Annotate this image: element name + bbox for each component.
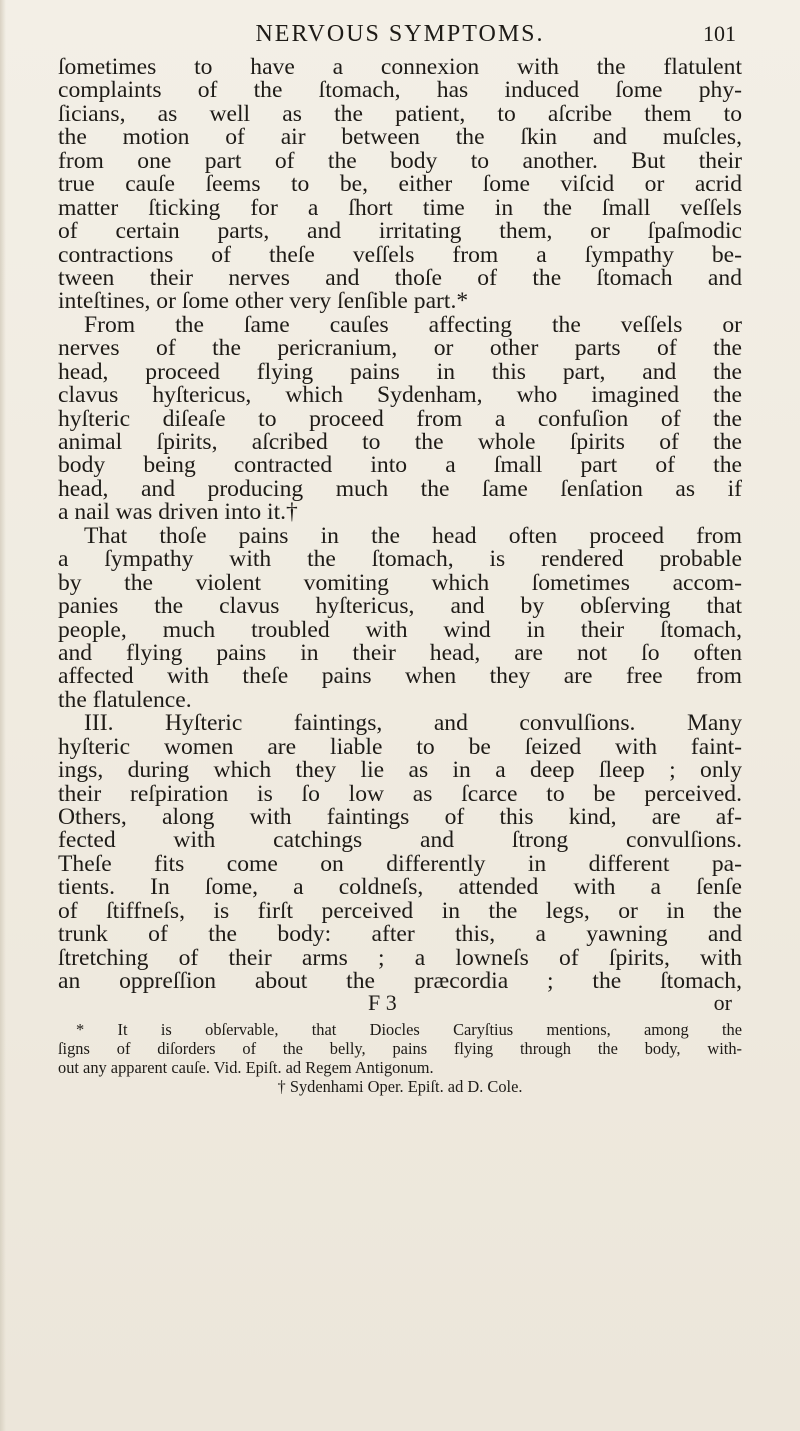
text-line: ings, during which they lie as in a deep ſleep ; only	[58, 757, 742, 784]
footnote-line: * It is obſervable, that Diocles Caryſtius mentions, among the	[76, 1019, 742, 1039]
text-line: head, and producing much the ſame ſenſation as if	[58, 475, 742, 502]
text-line: people, much troubled with wind in their ſtomach,	[58, 616, 742, 643]
page-gutter-shadow	[0, 0, 6, 1431]
text-line: an oppreſſion about the præcordia ; the ſtomach,	[58, 968, 742, 995]
text-line: inteſtines, or ſome other very ſenſible part.*	[58, 288, 469, 315]
text-line: That thoſe pains in the head often proceed from	[84, 522, 742, 549]
text-line: tween their nerves and thoſe of the ſtomach and	[58, 264, 742, 291]
text-line: of certain parts, and irritating them, or ſpaſmodic	[58, 218, 742, 245]
text-line: Theſe fits come on differently in different pa-	[58, 850, 742, 877]
page-number: 101	[703, 21, 736, 46]
text-line: matter ſticking for a ſhort time in the ſmall veſſels	[58, 194, 742, 221]
text-line: From the ſame cauſes affecting the veſſels or	[84, 311, 742, 338]
text-line: contractions of theſe veſſels from a ſympathy be-	[58, 241, 742, 268]
footnote-line: † Sydenhami Oper. Epiſt. ad D. Cole.	[277, 1076, 523, 1096]
text-line: hyſteric women are liable to be ſeized with faint-	[58, 733, 742, 760]
text-line: III. Hyſteric faintings, and convulſions. Many	[84, 710, 742, 737]
text-line: trunk of the body: after this, a yawning and	[58, 921, 742, 948]
text-line: hyſteric diſeaſe to proceed from a confuſion of the	[58, 405, 742, 432]
running-head: NERVOUS SYMPTOMS.	[255, 21, 545, 47]
text-line: ſtretching of their arms ; a lowneſs of ſpirits, with	[58, 944, 742, 971]
text-line: clavus hyſtericus, which Sydenham, who imagined the	[58, 382, 742, 409]
footnote-line: ſigns of diſorders of the belly, pains flying through the body, with-	[58, 1038, 742, 1058]
text-line: a nail was driven into it.†	[58, 499, 298, 526]
text-line: a ſympathy with the ſtomach, is rendered probable	[58, 546, 742, 573]
text-line: of ſtiffneſs, is firſt perceived in the legs, or in the	[58, 897, 742, 924]
text-line: animal ſpirits, aſcribed to the whole ſpirits of the	[58, 429, 742, 455]
text-line: fected with catchings and ſtrong convulſions.	[58, 827, 742, 854]
text-line: head, proceed flying pains in this part, and the	[58, 358, 742, 385]
text-line: from one part of the body to another. But their	[58, 147, 742, 174]
text-line: the motion of air between the ſkin and muſcles,	[58, 124, 742, 151]
text-line: by the violent vomiting which ſometimes accom-	[58, 569, 742, 596]
text-line: ſicians, as well as the patient, to aſcribe them to	[58, 100, 742, 127]
text-line: the flatulence.	[58, 686, 192, 713]
catchword: or	[713, 989, 732, 1015]
signature-mark: F 3	[368, 989, 397, 1015]
text-line: and flying pains in their head, are not ſo often	[58, 639, 742, 666]
text-line: body being contracted into a ſmall part of the	[58, 452, 742, 479]
page-header	[58, 14, 742, 54]
text-line: their reſpiration is ſo low as ſcarce to be perceived.	[58, 780, 742, 807]
text-line: ſometimes to have a connexion with the flatulent	[58, 54, 742, 80]
footnote-line: out any apparent cauſe. Vid. Epiſt. ad Regem Antigonum.	[58, 1057, 434, 1077]
text-line: complaints of the ſtomach, has induced ſome phy-	[58, 77, 742, 104]
text-line: true cauſe ſeems to be, either ſome viſcid or acrid	[58, 171, 742, 198]
text-line: tients. In ſome, a coldneſs, attended with a ſenſe	[58, 874, 742, 901]
text-line: affected with theſe pains when they are free from	[58, 663, 742, 690]
text-line: Others, along with faintings of this kind, are af-	[58, 804, 742, 830]
footnotes	[58, 1020, 742, 1096]
text-line: nerves of the pericranium, or other parts of the	[58, 335, 742, 362]
body-text	[58, 56, 742, 994]
signature-line	[58, 989, 742, 1018]
text-line: panies the clavus hyſtericus, and by obſerving that	[58, 593, 742, 620]
